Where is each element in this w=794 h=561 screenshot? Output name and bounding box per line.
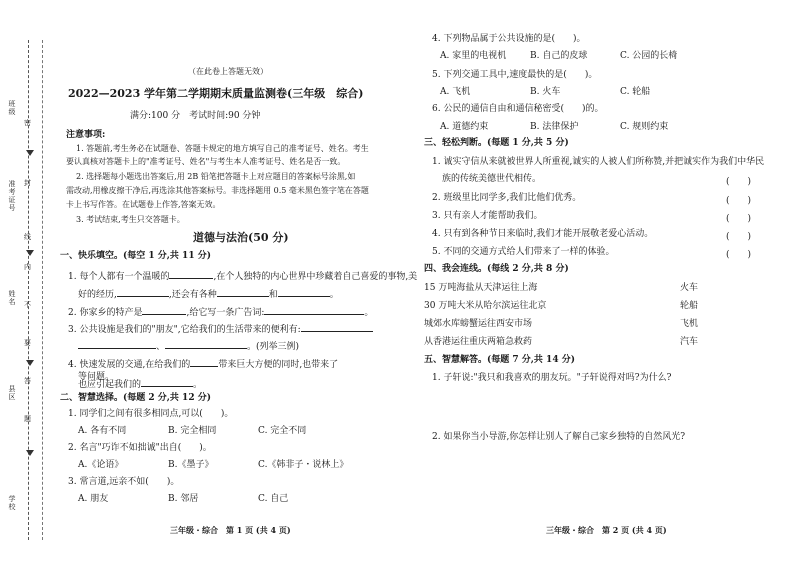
sec2-heading: 二、智慧选择。(每题 2 分,共 12 分) <box>60 393 211 403</box>
binding-margin <box>0 0 46 561</box>
seal-word: 不 <box>24 301 31 309</box>
note-line: 需改动,用橡皮擦干净后,再选涂其他答案标号。非选择题用 0.5 毫米黑色签字笔在答题 <box>66 186 369 195</box>
answer-blank[interactable] <box>117 287 169 297</box>
seal-word: 题 <box>24 415 31 423</box>
sec5-q1-answer-area[interactable] <box>432 386 752 426</box>
judge-item: 族的传统美德世代相传。 <box>442 174 542 184</box>
option-a[interactable]: A. 各有不同 <box>78 426 127 436</box>
seal-word: 内 <box>24 263 31 271</box>
triangle-marker-icon <box>26 450 34 456</box>
invalid-notice: （在此卷上答题无效） <box>188 67 268 76</box>
sec2-q4: 4. 下列物品属于公共设施的是( )。 <box>432 34 586 44</box>
judge-item: 3. 只有亲人才能帮助我们。 <box>432 211 543 221</box>
exam-meta: 满分:100 分 考试时间:90 分钟 <box>130 111 261 121</box>
judge-item: 1. 诚实守信从来就被世界人所重视,诚实的人被人们所称赞,并把诚实作为我们中华民 <box>432 157 765 167</box>
school-label: 学校 <box>8 495 16 511</box>
answer-paren[interactable]: ( ) <box>726 196 752 206</box>
option-a[interactable]: A. 朋友 <box>78 494 109 504</box>
seal-dashed-line <box>42 40 43 540</box>
seal-word: 密 <box>24 119 31 127</box>
judge-item: 5. 不同的交通方式给人们带来了一样的体验。 <box>432 247 615 257</box>
answer-paren[interactable]: ( ) <box>726 250 752 260</box>
sec1-q1-line1: 1. 每个人都有一个温暖的 ,在个人独特的内心世界中珍藏着自己喜爱的事物,美 <box>68 269 417 283</box>
sec2-q3: 3. 常言道,远亲不如( )。 <box>68 477 180 487</box>
match-right-item[interactable]: 轮船 <box>680 301 699 311</box>
match-right-item[interactable]: 飞机 <box>680 319 699 329</box>
match-right-item[interactable]: 汽车 <box>680 337 699 347</box>
note-line: 要认真核对答题卡上的"准考证号、姓名"与考生本人准考证号、姓名是否一致。 <box>66 157 346 166</box>
option-c[interactable]: C. 公园的长椅 <box>620 51 678 61</box>
answer-blank[interactable] <box>217 287 269 297</box>
sec5-q2-answer-area[interactable] <box>432 446 752 516</box>
page1-footer: 三年级・综合 第 1 页 (共 4 页) <box>170 525 291 535</box>
sec1-q3-line1: 3. 公共设施是我们的"朋友",它给我们的生活带来的便利有: <box>68 322 373 336</box>
district-label: 县区 <box>8 385 16 401</box>
answer-blank[interactable] <box>301 322 373 332</box>
sec4-heading: 四、我会连线。(每线 2 分,共 8 分) <box>424 264 569 274</box>
answer-paren[interactable]: ( ) <box>726 177 752 187</box>
exam-title: 2022—2023 学年第二学期期末质量监测卷(三年级 综合) <box>68 87 364 100</box>
sec3-heading: 三、轻松判断。(每题 1 分,共 5 分) <box>424 138 569 148</box>
judge-item: 2. 班级里比同学多,我们比他们优秀。 <box>432 193 582 203</box>
answer-blank[interactable] <box>142 305 186 315</box>
option-b[interactable]: B. 火车 <box>530 87 561 97</box>
note-line: 2. 选择题每小题选出答案后,用 2B 铅笔把答题卡上对应题目的答案标号涂黑,如 <box>76 172 356 181</box>
seal-word: 答 <box>24 377 31 385</box>
sec1-q4-line1: 4. 快速发展的交通,在给我们的 带来巨大方便的同时,也带来了 <box>68 357 338 371</box>
option-b[interactable]: B. 完全相同 <box>168 426 217 436</box>
answer-paren[interactable]: ( ) <box>726 232 752 242</box>
sec5-q1: 1. 子轩说:"我只和我喜欢的朋友玩。"子轩说得对吗?为什么? <box>432 373 672 383</box>
sec5-q2: 2. 如果你当小导游,你怎样让别人了解自己家乡独特的自然风光? <box>432 432 686 442</box>
match-left-item[interactable]: 15 万吨海盐从天津运往上海 <box>424 283 538 293</box>
sec2-q5: 5. 下列交通工具中,速度最快的是( )。 <box>432 70 598 80</box>
sec1-q4-line2: 等问题。 <box>78 372 115 382</box>
triangle-marker-icon <box>26 360 34 366</box>
class-label: 班级 <box>8 100 16 116</box>
match-right-item[interactable]: 火车 <box>680 283 699 293</box>
answer-paren[interactable]: ( ) <box>726 214 752 224</box>
page2-footer: 三年级・综合 第 2 页 (共 4 页) <box>546 525 667 535</box>
match-left-item[interactable]: 从香港运往重庆两箱急救药 <box>424 337 533 347</box>
sec1-q1-line2: 好的经历, ,还会有各种 和 。 <box>78 287 339 301</box>
notes-heading: 注意事项: <box>66 130 106 140</box>
option-a[interactable]: A. 道德约束 <box>440 122 489 132</box>
name-label: 姓名 <box>8 290 16 306</box>
option-c[interactable]: C.《韩非子・说林上》 <box>258 460 349 470</box>
match-left-item[interactable]: 城郊水库螃蟹运往西安市场 <box>424 319 533 329</box>
note-line: 3. 考试结束,考生只交答题卡。 <box>76 215 185 224</box>
sec2-q6: 6. 公民的通信自由和通信秘密受( )的。 <box>432 104 604 114</box>
answer-blank[interactable] <box>169 269 213 279</box>
match-left-item[interactable]: 30 万吨大米从哈尔滨运往北京 <box>424 301 547 311</box>
sec2-q2: 2. 名言"巧诈不如拙诚"出自( )。 <box>68 443 212 453</box>
note-line: 1. 答题前,考生务必在试题卷、答题卡规定的地方填写自己的准考证号、姓名。考生 <box>76 144 369 153</box>
answer-blank[interactable] <box>264 305 364 315</box>
answer-blank[interactable] <box>190 357 218 367</box>
option-c[interactable]: C. 完全不同 <box>258 426 307 436</box>
triangle-marker-icon <box>26 150 34 156</box>
sec1-q4-line3: 也应引起我们的 。 <box>78 377 202 391</box>
answer-blank[interactable] <box>141 377 193 387</box>
answer-blank[interactable] <box>278 287 330 297</box>
sec1-heading: 一、快乐填空。(每空 1 分,共 11 分) <box>60 251 211 261</box>
option-b[interactable]: B. 邻居 <box>168 494 199 504</box>
option-a[interactable]: A. 家里的电视机 <box>440 51 507 61</box>
option-b[interactable]: B. 自己的皮球 <box>530 51 588 61</box>
option-c[interactable]: C. 自己 <box>258 494 289 504</box>
option-a[interactable]: A. 飞机 <box>440 87 471 97</box>
option-c[interactable]: C. 轮船 <box>620 87 651 97</box>
note-line: 卡上书写作答。在试题卷上作答,答案无效。 <box>66 200 221 209</box>
option-b[interactable]: B. 法律保护 <box>530 122 579 132</box>
sec2-q1: 1. 同学们之间有很多相同点,可以( )。 <box>68 409 234 419</box>
option-a[interactable]: A.《论语》 <box>78 460 124 470</box>
answer-blank[interactable] <box>165 339 247 349</box>
sec5-heading: 五、智慧解答。(每题 7 分,共 14 分) <box>424 355 575 365</box>
judge-item: 4. 只有到各种节日来临时,我们才能开展敬老爱心活动。 <box>432 229 654 239</box>
seal-word: 要 <box>24 339 31 347</box>
option-c[interactable]: C. 规则约束 <box>620 122 669 132</box>
seal-word: 封 <box>24 179 31 187</box>
subject-title: 道德与法治(50 分) <box>193 231 289 244</box>
triangle-marker-icon <box>26 250 34 256</box>
answer-blank[interactable] <box>78 339 156 349</box>
sec1-q2: 2. 你家乡的特产是 ,给它写一条广告词: 。 <box>68 305 373 319</box>
sec1-q3-line2: 、 。(列举三例) <box>78 339 299 353</box>
exam-number-label: 准考证号 <box>8 180 16 212</box>
option-b[interactable]: B.《墨子》 <box>168 460 214 470</box>
seal-word: 线 <box>24 233 31 241</box>
name-write-line <box>28 40 29 540</box>
